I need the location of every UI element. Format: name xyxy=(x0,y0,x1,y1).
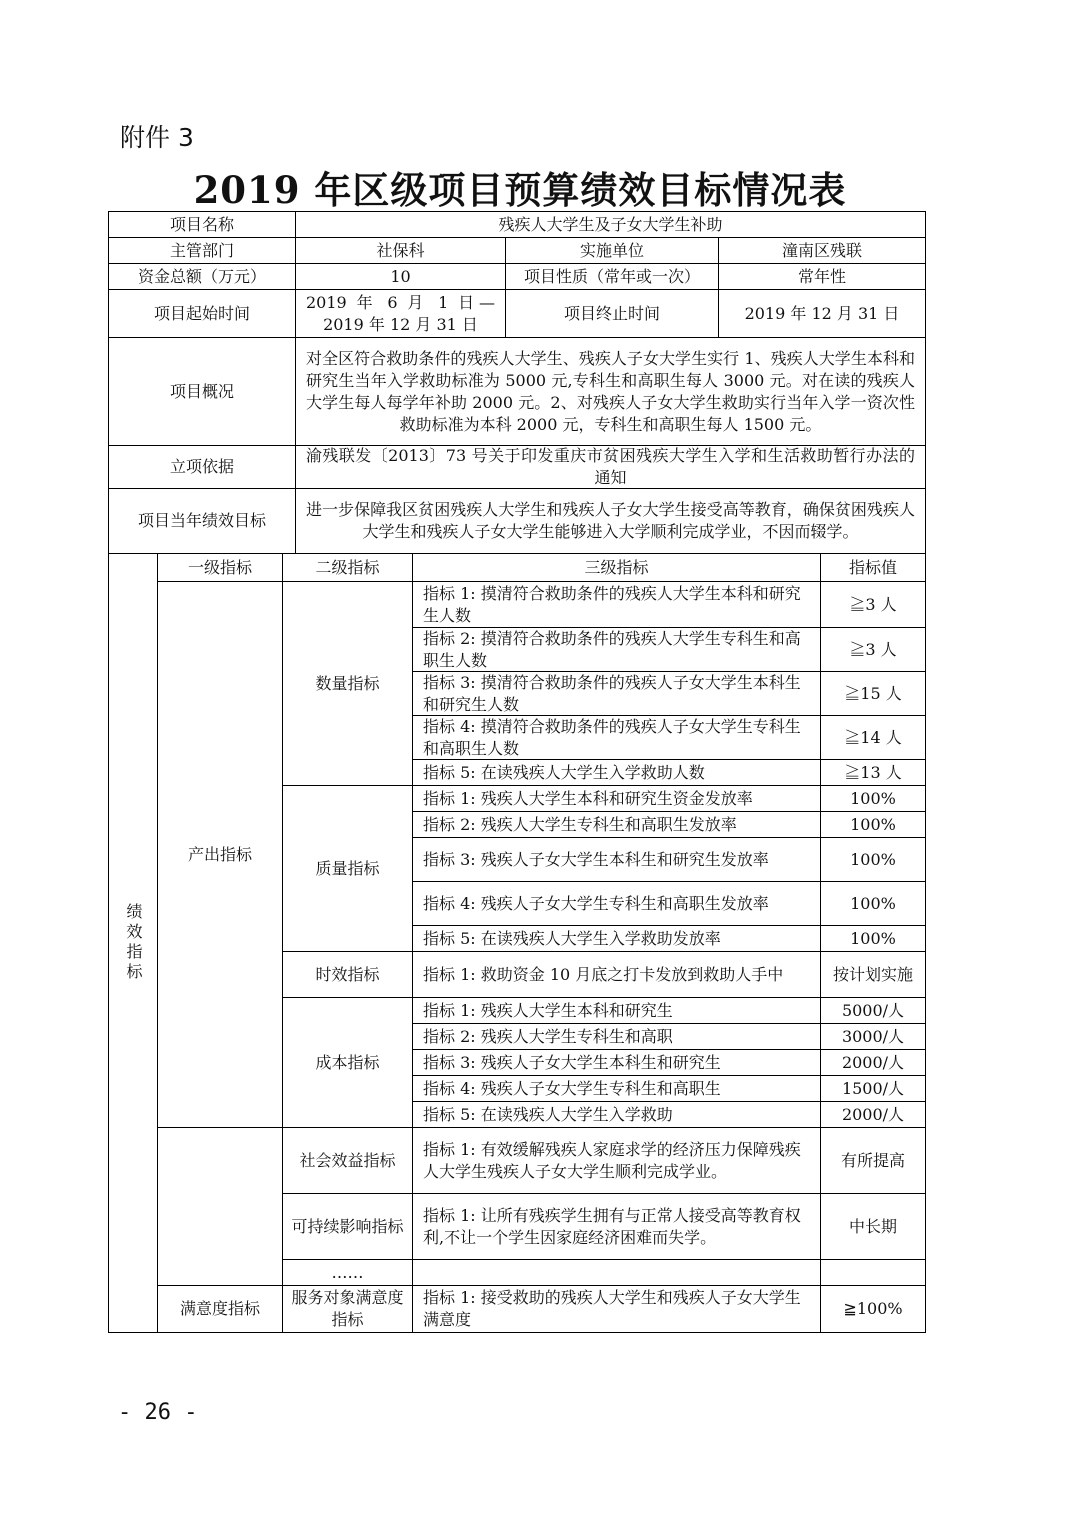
header-level1-text: 一级指标 xyxy=(187,557,252,577)
level2-cell xyxy=(282,581,413,786)
level2-cell xyxy=(282,1127,413,1194)
indicator-value xyxy=(820,759,926,786)
level1-satisfaction-text: 满意度指标 xyxy=(179,1299,260,1318)
indicator-text xyxy=(412,627,821,672)
project-name xyxy=(295,211,926,238)
label-unit-text: 实施单位 xyxy=(579,240,644,260)
overview-text xyxy=(295,337,926,446)
indicator-value xyxy=(820,1023,926,1050)
level2-cell-text: 社会效益指标 xyxy=(299,1150,396,1170)
label-overview xyxy=(108,337,296,446)
indicator-value-text: 按计划实施 xyxy=(832,964,913,984)
indicator-text-text: 指标 1: 救助资金 10 月底之打卡发放到救助人手中 xyxy=(423,964,784,984)
label-dept-text: 主管部门 xyxy=(169,240,234,260)
indicator-text-text: 指标 3: 残疾人子女大学生本科生和研究生 xyxy=(423,1052,721,1072)
header-value-text: 指标值 xyxy=(848,557,897,577)
indicator-value-text: 有所提高 xyxy=(840,1150,905,1170)
indicator-value xyxy=(820,671,926,716)
dept-value xyxy=(295,237,506,264)
label-dept xyxy=(108,237,296,264)
level2-cell xyxy=(282,785,413,952)
label-start-text: 项目起始时间 xyxy=(153,303,250,323)
end-value-text: 2019 年 12 月 31 日 xyxy=(744,303,900,323)
indicator-value-text: ≧14 人 xyxy=(844,727,902,747)
section-label xyxy=(108,553,158,1333)
fund-value-text: 10 xyxy=(390,266,411,286)
unit-value xyxy=(718,237,926,264)
indicator-value-text: 2000/人 xyxy=(841,1104,905,1124)
indicator-text-text: 指标 1: 残疾人大学生本科和研究生资金发放率 xyxy=(423,788,753,808)
level1-benefit xyxy=(157,1127,283,1286)
level2-cell xyxy=(282,1193,413,1260)
indicator-value-text: 5000/人 xyxy=(841,1000,905,1020)
label-goal-text: 项目当年绩效目标 xyxy=(137,511,266,530)
fund-value xyxy=(295,263,506,290)
indicator-value xyxy=(820,951,926,998)
indicator-value-text: 中长期 xyxy=(848,1216,897,1236)
level2-cell-text: 质量指标 xyxy=(315,858,380,878)
label-goal xyxy=(108,488,296,554)
goal-text-text: 进一步保障我区贫困残疾人大学生和残疾人子女大学生接受高等教育，确保贫困残疾人大学生和残疾人子女大学生能够进入大学顺利完成学业，不因而辍学。 xyxy=(306,500,915,541)
indicator-text-text: 指标 2: 残疾人大学生专科生和高职 xyxy=(423,1026,673,1046)
level1-output xyxy=(157,581,283,1128)
indicator-value-text: 100% xyxy=(850,788,896,808)
label-overview-text: 项目概况 xyxy=(169,381,234,401)
label-project-name-text: 项目名称 xyxy=(169,214,234,234)
indicator-text-text: 指标 4: 残疾人子女大学生专科生和高职生 xyxy=(423,1078,721,1098)
indicator-text xyxy=(412,759,821,786)
start-value xyxy=(295,289,506,338)
indicator-text-text: 指标 2: 残疾人大学生专科生和高职生发放率 xyxy=(423,814,737,834)
nature-value-text: 常年性 xyxy=(797,266,846,286)
label-basis xyxy=(108,445,296,489)
indicator-text-text: 指标 3: 摸清符合救助条件的残疾人子女大学生本科生和研究生人数 xyxy=(423,672,801,714)
level2-cell xyxy=(282,1285,413,1333)
label-basis-text: 立项依据 xyxy=(169,457,234,476)
indicator-value-text: 100% xyxy=(850,849,896,869)
indicator-text xyxy=(412,881,821,926)
level2-cell-text: 可持续影响指标 xyxy=(291,1216,404,1236)
header-level2-text: 二级指标 xyxy=(315,557,380,577)
indicator-value-text: 1500/人 xyxy=(841,1078,905,1098)
overview-text-text: 对全区符合救助条件的残疾人大学生、残疾人子女大学生实行 1、残疾人大学生本科和研究生当年入学救助标准为 5000 元,专科生和高职生每人 3000 元。对在读的残疾人大学生每人每学年补助 2000 元。2、对残疾人子女大学生救助实行当年入学一资次性救助标准为本科 2000 元，专科生和高职生每人 1500 元。 xyxy=(306,348,915,434)
attachment-label: 附件 3 xyxy=(120,123,194,152)
indicator-text xyxy=(412,1101,821,1128)
indicator-text xyxy=(412,1259,821,1286)
page-title: 2019 年区级项目预算绩效目标情况表 xyxy=(193,168,847,212)
indicator-text xyxy=(412,951,821,998)
project-name-text: 残疾人大学生及子女大学生补助 xyxy=(498,214,723,234)
level2-cell-text: 数量指标 xyxy=(315,673,380,693)
indicator-value xyxy=(820,785,926,812)
section-label-text: 绩效指标 xyxy=(124,903,143,983)
indicator-text xyxy=(412,671,821,716)
indicator-text xyxy=(412,1075,821,1102)
indicator-text-text: 指标 1: 摸清符合救助条件的残疾人大学生本科和研究生人数 xyxy=(423,583,801,625)
indicator-value xyxy=(820,1285,926,1333)
header-level2 xyxy=(282,553,413,582)
indicator-value-text: 100% xyxy=(850,893,896,913)
label-project-name xyxy=(108,211,296,238)
indicator-value xyxy=(820,715,926,760)
indicator-text-text: 指标 4: 摸清符合救助条件的残疾人子女大学生专科生和高职生人数 xyxy=(423,716,801,758)
indicator-text-text: 指标 2: 摸清符合救助条件的残疾人大学生专科生和高职生人数 xyxy=(423,628,801,670)
label-unit xyxy=(505,237,719,264)
level2-cell xyxy=(282,1259,413,1286)
indicator-text xyxy=(412,925,821,952)
label-fund xyxy=(108,263,296,290)
indicator-text xyxy=(412,581,821,628)
header-level3-text: 三级指标 xyxy=(584,557,649,577)
basis-text xyxy=(295,445,926,489)
indicator-value-text: ≧3 人 xyxy=(849,639,897,659)
level2-cell xyxy=(282,951,413,998)
level1-satisfaction xyxy=(157,1285,283,1333)
label-start xyxy=(108,289,296,338)
indicator-text-text: 指标 3: 残疾人子女大学生本科生和研究生发放率 xyxy=(423,849,769,869)
indicator-value-text: 100% xyxy=(850,928,896,948)
end-value xyxy=(718,289,926,338)
indicator-text-text: 指标 1: 接受救助的残疾人大学生和残疾人子女大学生满意度 xyxy=(423,1288,801,1329)
indicator-value-text: 3000/人 xyxy=(841,1026,905,1046)
indicator-text xyxy=(412,811,821,838)
indicator-value xyxy=(820,581,926,628)
level2-cell-text: 成本指标 xyxy=(315,1052,380,1072)
indicator-text-text: 指标 1: 有效缓解残疾人家庭求学的经济压力保障残疾人大学生残疾人子女大学生顺利完成学业。 xyxy=(423,1139,801,1181)
indicator-value xyxy=(820,1127,926,1194)
label-nature xyxy=(505,263,719,290)
indicator-text-text: 指标 5: 在读残疾人大学生入学救助 xyxy=(423,1104,673,1124)
indicator-text-text: 指标 1: 让所有残疾学生拥有与正常人接受高等教育权利,不让一个学生因家庭经济困难而失学。 xyxy=(423,1205,801,1247)
indicator-value xyxy=(820,1049,926,1076)
indicator-value xyxy=(820,811,926,838)
indicator-value xyxy=(820,997,926,1024)
indicator-text xyxy=(412,1127,821,1194)
indicator-text xyxy=(412,1049,821,1076)
indicator-value xyxy=(820,837,926,882)
label-nature-text: 项目性质（常年或一次） xyxy=(523,266,700,286)
level2-cell-text: 服务对象满意度指标 xyxy=(291,1288,404,1329)
indicator-text-text: 指标 1: 残疾人大学生本科和研究生 xyxy=(423,1000,673,1020)
goal-text xyxy=(295,488,926,554)
indicator-text xyxy=(412,1285,821,1333)
indicator-value-text: ≧3 人 xyxy=(849,594,897,614)
dept-value-text: 社保科 xyxy=(376,240,425,260)
label-end xyxy=(505,289,719,338)
level1-output-text: 产出指标 xyxy=(187,844,252,864)
indicator-value-text: ≧100% xyxy=(843,1299,903,1318)
indicator-value xyxy=(820,1259,926,1286)
indicator-value xyxy=(820,1101,926,1128)
indicator-text-text: 指标 4: 残疾人子女大学生专科生和高职生发放率 xyxy=(423,893,769,913)
indicator-value xyxy=(820,881,926,926)
start-value-text: 2019 年 6 月 1 日—2019 年 12 月 31 日 xyxy=(306,292,495,334)
unit-value-text: 潼南区残联 xyxy=(781,240,862,260)
header-value xyxy=(820,553,926,582)
indicator-value xyxy=(820,1075,926,1102)
indicator-text-text: 指标 5: 在读残疾人大学生入学救助人数 xyxy=(423,762,705,782)
indicator-text-text: 指标 5: 在读残疾人大学生入学救助发放率 xyxy=(423,928,721,948)
label-fund-text: 资金总额（万元） xyxy=(137,266,266,286)
level2-cell-text: 时效指标 xyxy=(315,964,380,984)
basis-text-text: 渝残联发〔2013〕73 号关于印发重庆市贫困残疾大学生入学和生活救助暂行办法的通知 xyxy=(306,446,915,487)
indicator-text xyxy=(412,1023,821,1050)
label-end-text: 项目终止时间 xyxy=(563,303,660,323)
page-number: - 26 - xyxy=(118,1400,198,1425)
indicator-text xyxy=(412,715,821,760)
indicator-text xyxy=(412,1193,821,1260)
indicator-value-text: 100% xyxy=(850,814,896,834)
indicator-text xyxy=(412,837,821,882)
indicator-value xyxy=(820,627,926,672)
level2-cell-text: …… xyxy=(331,1262,364,1282)
header-level3 xyxy=(412,553,821,582)
level2-cell xyxy=(282,997,413,1128)
indicator-value xyxy=(820,1193,926,1260)
header-level1 xyxy=(157,553,283,582)
indicator-value xyxy=(820,925,926,952)
indicator-value-text: 2000/人 xyxy=(841,1052,905,1072)
indicator-value-text: ≧13 人 xyxy=(844,762,902,782)
indicator-value-text: ≧15 人 xyxy=(844,683,902,703)
indicator-text xyxy=(412,785,821,812)
indicator-text xyxy=(412,997,821,1024)
nature-value xyxy=(718,263,926,290)
